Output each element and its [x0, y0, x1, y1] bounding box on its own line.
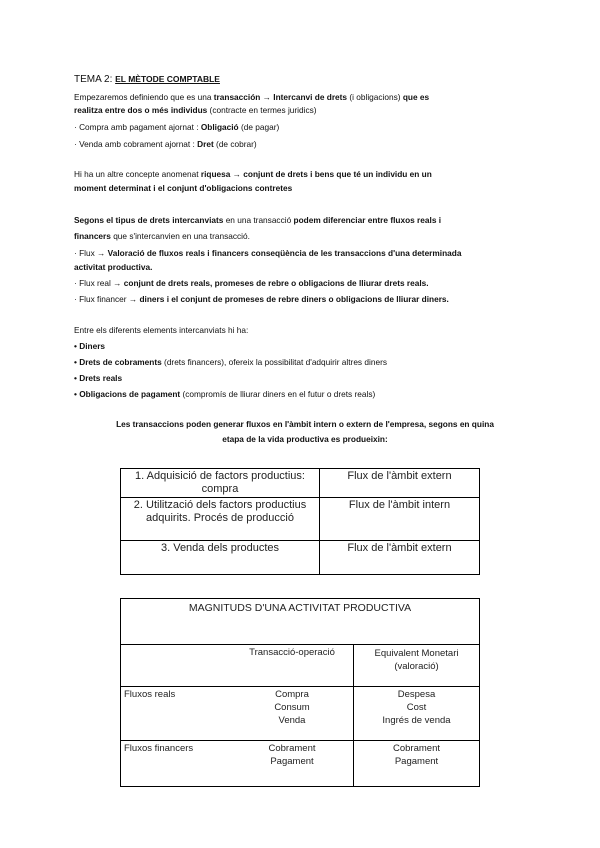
wealth-line-1: Hi ha un altre concepte anomenat riquesa → conjunt de drets i bens que té un individu en un [74, 169, 432, 179]
stages-table [120, 468, 480, 575]
real-flows-valuations [354, 687, 480, 741]
stage-cell: 1. Adquisició de factors productius: compra [121, 469, 320, 498]
fin-val: Pagament [394, 756, 439, 767]
fin-val: Cobrament [393, 743, 440, 754]
real-flows-operations [231, 687, 354, 741]
flux-cell: Flux de l'àmbit intern [320, 498, 480, 541]
fin-op: Pagament [270, 756, 314, 767]
real-val: Cost [406, 702, 427, 713]
real-val: Despesa [397, 689, 436, 700]
magnitudes-title-row [121, 599, 480, 645]
financial-flows-operations [231, 741, 354, 787]
elements-bullet-1: • Diners [74, 341, 106, 351]
flux-cell: Flux de l'àmbit extern [320, 541, 480, 575]
summary-line-2: etapa de la vida productiva es produeixin: [222, 434, 388, 444]
flows-line-5: · Flux real → conjunt de drets reals, promeses de rebre o obligacions de lliurar drets reals. [74, 278, 429, 288]
real-op: Compra [275, 689, 309, 700]
header-operation: Transacció-operació [231, 645, 354, 687]
fin-op: Cobrament [268, 743, 316, 754]
flows-line-2: financers que s'intercanvien en una transacció. [74, 231, 250, 241]
magnitudes-header-row [121, 645, 480, 687]
financial-flows-valuations [354, 741, 480, 787]
elements-bullet-2: • Drets de cobraments (drets financers), ofereix la possibilitat d'adquirir altres diners [74, 357, 387, 367]
magnitudes-title: MAGNITUDS D'UNA ACTIVITAT PRODUCTIVA [121, 599, 480, 645]
intro-line-4: · Venda amb cobrament ajornat : Dret (de cobrar) [74, 139, 257, 149]
intro-line-1: Empezaremos definiendo que es una transacción → Intercanvi de drets (i obligacions) que es [74, 92, 430, 102]
flows-line-1: Segons el tipus de drets intercanviats en una transacció podem diferenciar entre fluxos reals i [74, 215, 442, 225]
intro-line-3: · Compra amb pagament ajornat : Obligació (de pagar) [74, 122, 280, 132]
real-val: Ingrés de venda [382, 715, 451, 726]
flows-line-6: · Flux financer → diners i el conjunt de promeses de rebre diners o obligacions de lliurar diners. [74, 294, 449, 304]
page-title [74, 73, 534, 86]
elements-intro: Entre els diferents elements intercanviats hi ha: [74, 325, 249, 335]
stages-row [121, 541, 480, 575]
stages-row [121, 469, 480, 498]
real-flows-row [121, 687, 480, 741]
summary-line-1: Les transaccions poden generar fluxos en l'àmbit intern o extern de l'empresa, segons en quina [116, 419, 494, 429]
stage-cell: 2. Utilització dels factors productius adquirits. Procés de producció [121, 498, 320, 541]
wealth-line-2: moment determinat i el conjunt d'obligacions contretes [74, 183, 293, 193]
real-op: Venda [278, 715, 306, 726]
financial-flows-label: Fluxos financers [121, 741, 232, 787]
header-valuation: Equivalent Monetari (valoració) [354, 645, 480, 687]
header-empty-cell [121, 645, 232, 687]
intro-line-2: realitza entre dos o més individus (contracte en termes juridics) [74, 105, 317, 115]
magnitudes-table [120, 598, 480, 787]
stages-row [121, 498, 480, 541]
stage-cell: 3. Venda dels productes [121, 541, 320, 575]
financial-flows-row [121, 741, 480, 787]
real-op: Consum [274, 702, 310, 713]
elements-bullet-3: • Drets reals [74, 373, 123, 383]
real-flows-label: Fluxos reals [121, 687, 232, 741]
flows-line-3: · Flux → Valoració de fluxos reals i financers conseqüència de les transaccions d'una determinada [74, 248, 462, 258]
flux-cell: Flux de l'àmbit extern [320, 469, 480, 498]
flows-line-4: activitat productiva. [74, 262, 153, 272]
title-prefix: TEMA 2: [74, 74, 116, 85]
title-underline: EL MÈTODE COMPTABLE [115, 74, 220, 84]
elements-bullet-4: • Obligacions de pagament (compromís de lliurar diners en el futur o drets reals) [74, 389, 376, 399]
